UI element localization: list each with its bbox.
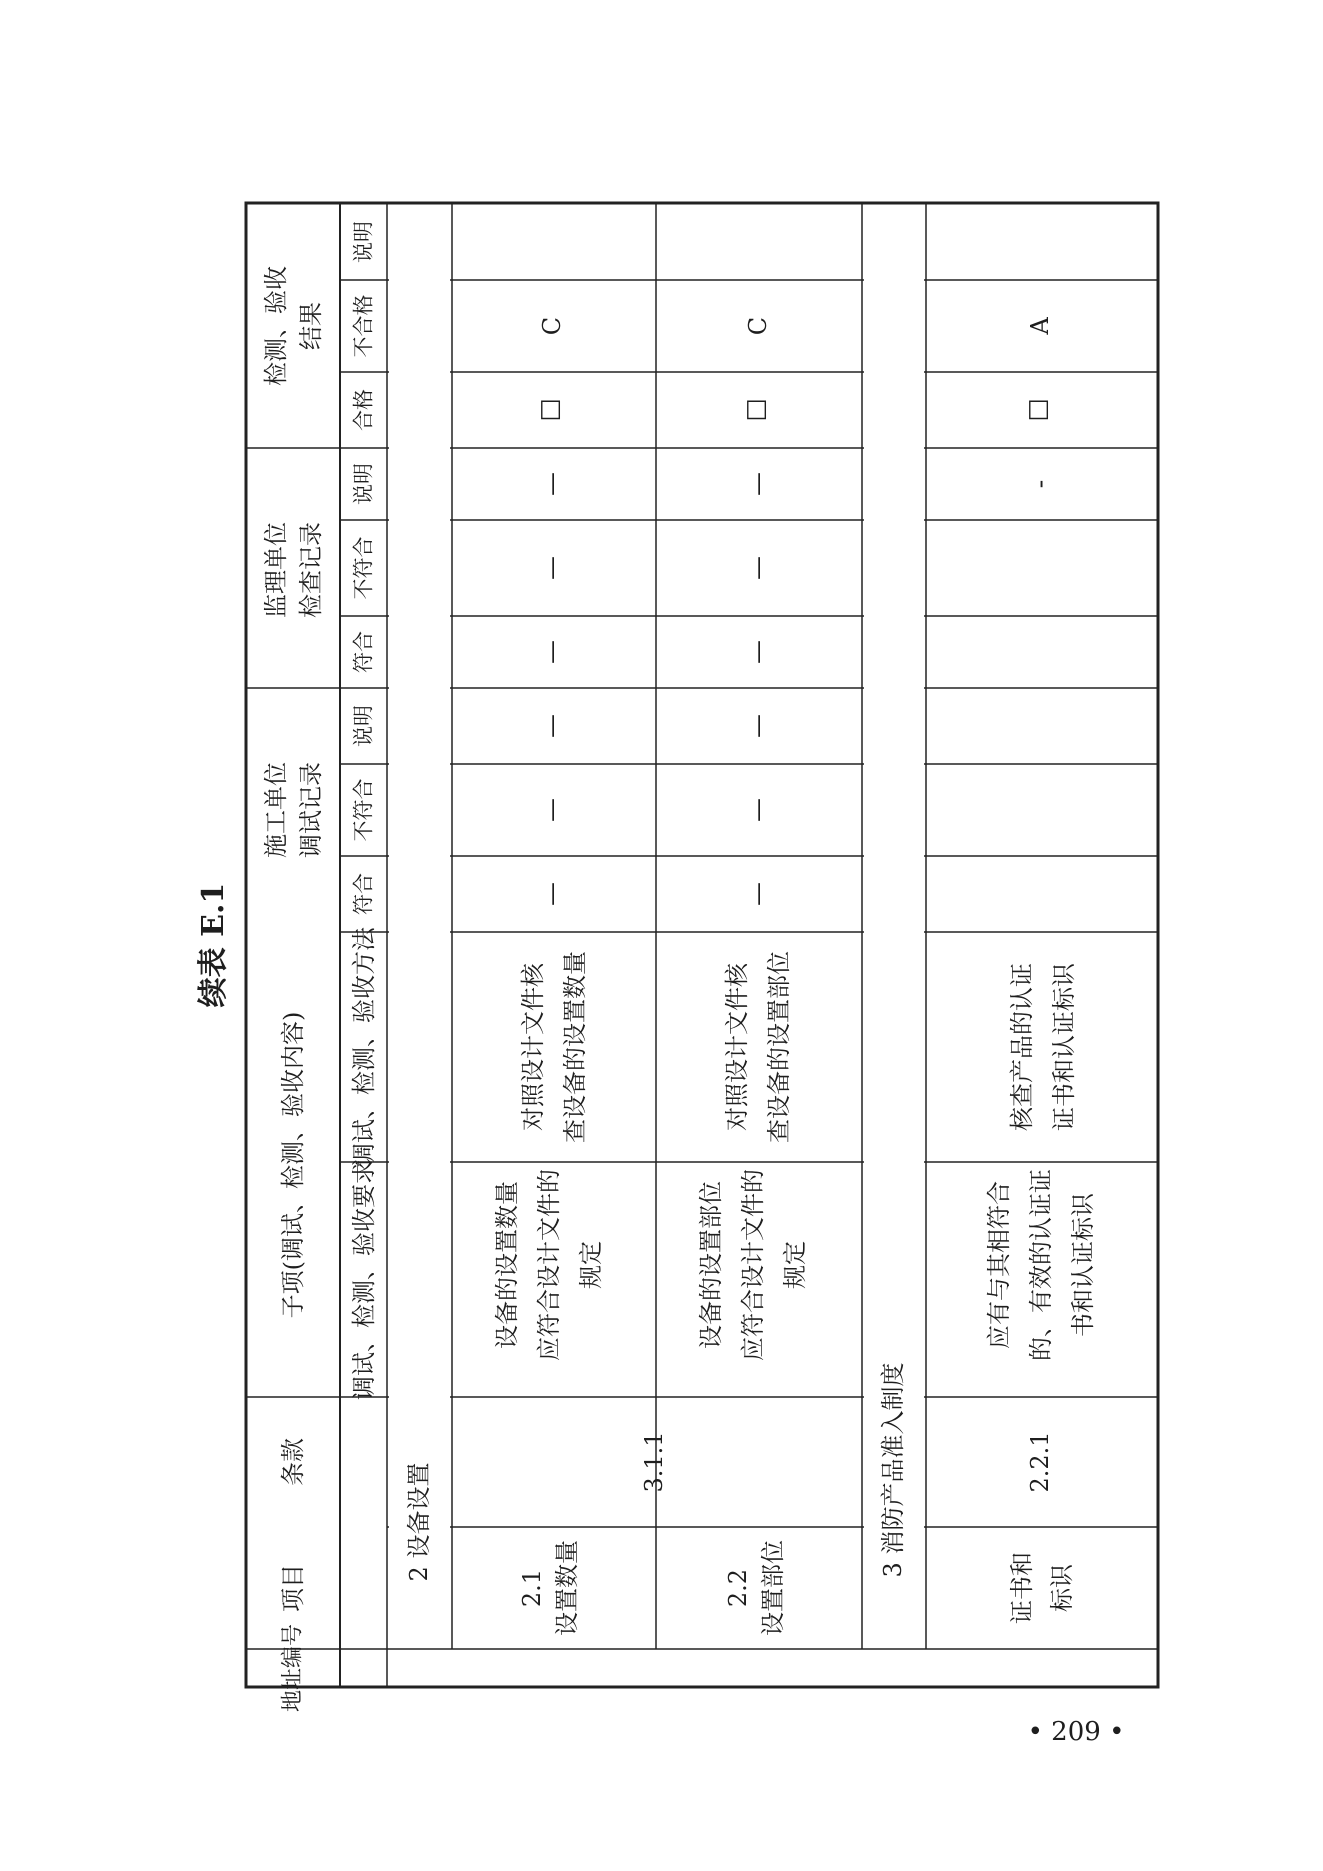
header-construction-l1: 施工单位	[262, 762, 290, 858]
row-requirement-line: 设备的设置部位	[697, 1181, 725, 1349]
row-item-name: 设置数量	[553, 1540, 581, 1636]
row-requirement-line: 规定	[781, 1241, 809, 1289]
row-requirement-line: 的、有效的认证证	[1027, 1169, 1055, 1361]
checkbox-icon[interactable]: ☐	[1025, 398, 1055, 422]
header-subitem: 子项(调试、检测、验收内容)	[279, 1011, 307, 1319]
header-con-note: 说明	[351, 705, 376, 747]
header-supervision-l2: 检查记录	[297, 522, 325, 618]
row-sup-nonconform: —	[538, 556, 566, 580]
row-requirement-line: 应符合设计文件的	[535, 1169, 563, 1361]
row-sup-note: —	[744, 472, 772, 496]
row-fail-grade: A	[1026, 317, 1054, 335]
table-title: 续表 E.1	[196, 882, 231, 1008]
page-number: • 209 •	[1027, 1717, 1125, 1747]
header-address-no: 地址编号	[280, 1623, 306, 1713]
row-fail-grade: C	[538, 316, 566, 336]
row-method-line: 查设备的设置部位	[765, 951, 793, 1143]
row-item-number: 2.1	[518, 1568, 546, 1608]
header-con-conform: 符合	[351, 873, 376, 915]
row-sup-note: —	[538, 472, 566, 496]
row-con-conform: —	[744, 882, 772, 906]
row-sup-nonconform: —	[744, 556, 772, 580]
header-note: 说明	[351, 221, 376, 263]
row-sup-note: -	[1026, 479, 1054, 489]
row-clause: 2.2.1	[1026, 1431, 1054, 1493]
row-clause: 3.1.1	[640, 1431, 668, 1493]
header-method: 调试、检测、验收方法	[350, 927, 378, 1167]
row-requirement-line: 规定	[577, 1241, 605, 1289]
header-result-l1: 检测、验收	[262, 266, 290, 386]
row-con-note: —	[744, 714, 772, 738]
row-method-line: 对照设计文件核	[519, 963, 547, 1131]
row-requirement-line: 应符合设计文件的	[739, 1169, 767, 1361]
row-method-line: 核查产品的认证	[1008, 963, 1036, 1131]
row-item-number: 证书和	[1008, 1552, 1036, 1624]
checkbox-icon[interactable]: ☐	[743, 398, 773, 422]
row-item-number: 2.2	[724, 1568, 752, 1608]
row-con-conform: —	[538, 882, 566, 906]
row-con-nonconform: —	[744, 798, 772, 822]
header-supervision-l1: 监理单位	[262, 522, 290, 618]
section-label: 2 设备设置	[405, 1462, 433, 1582]
row-sup-conform: —	[538, 640, 566, 664]
header-sup-note: 说明	[351, 463, 376, 505]
row-method-line: 对照设计文件核	[723, 963, 751, 1131]
header-clause: 条款	[279, 1438, 307, 1486]
header-requirement: 调试、检测、验收要求	[350, 1160, 378, 1400]
header-fail: 不合格	[351, 294, 376, 358]
row-sup-conform: —	[744, 640, 772, 664]
row-requirement-line: 书和认证标识	[1069, 1193, 1097, 1337]
header-construction-l2: 调试记录	[297, 762, 325, 858]
checkbox-icon[interactable]: ☐	[537, 398, 567, 422]
row-item-name: 设置部位	[759, 1540, 787, 1636]
row-con-nonconform: —	[538, 798, 566, 822]
row-method-line: 查设备的设置数量	[561, 951, 589, 1143]
section-label: 3 消防产品准入制度	[879, 1362, 907, 1578]
header-sup-nonconform: 不符合	[351, 536, 376, 600]
header-con-nonconform: 不符合	[351, 778, 376, 842]
row-fail-grade: C	[744, 316, 772, 336]
row-requirement-line: 应有与其相符合	[985, 1181, 1013, 1349]
header-result-l2: 结果	[297, 302, 325, 350]
row-method-line: 证书和认证标识	[1050, 963, 1078, 1131]
row-item-name: 标识	[1048, 1564, 1076, 1612]
header-item: 项目	[279, 1564, 307, 1612]
header-pass: 合格	[351, 389, 376, 431]
row-con-note: —	[538, 714, 566, 738]
header-sup-conform: 符合	[351, 631, 376, 673]
row-requirement-line: 设备的设置数量	[493, 1181, 521, 1349]
